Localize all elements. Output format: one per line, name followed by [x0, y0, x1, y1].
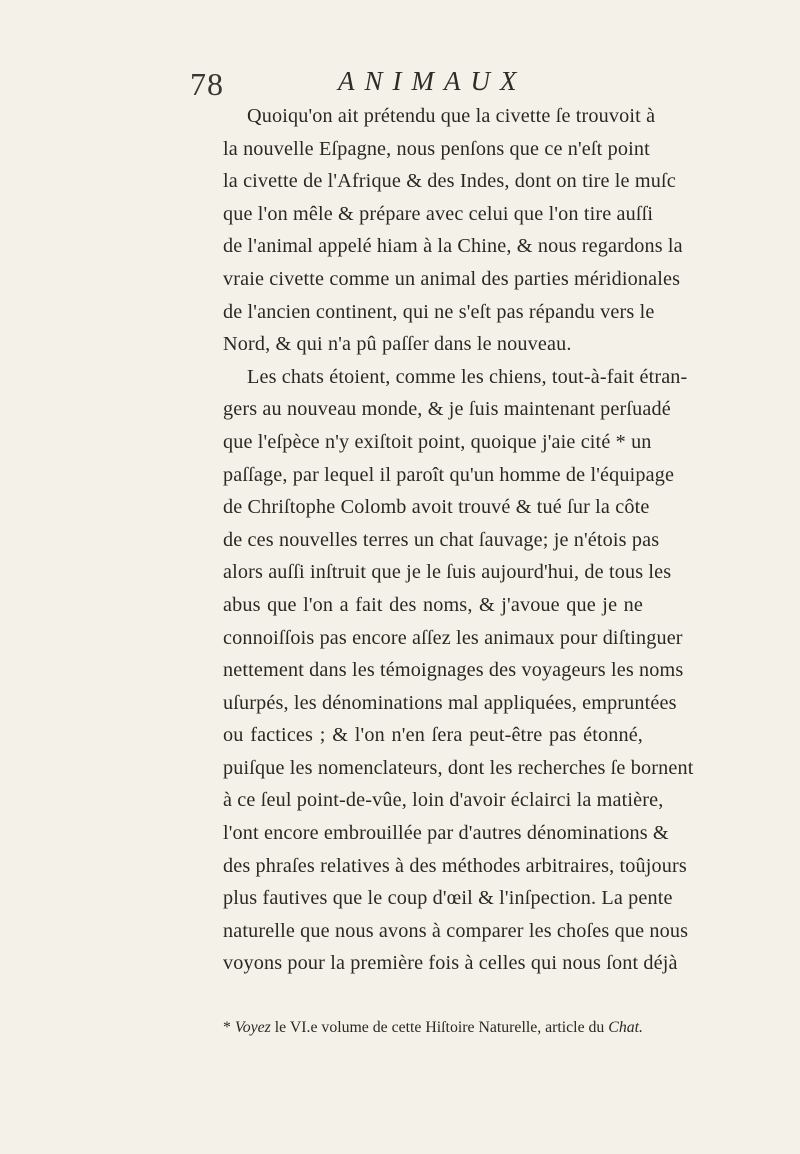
text-line: de l'animal appelé hiam à la Chine, & nous regardons la — [223, 235, 683, 258]
text-line: à ce ſeul point-de-vûe, loin d'avoir éclairci la matière, — [223, 789, 664, 812]
text-line: vraie civette comme un animal des parties méridionales — [223, 267, 681, 290]
text-line: voyons pour la première fois à celles qui nous ſont déjà — [223, 952, 678, 975]
footnote-marker: * — [223, 1019, 231, 1036]
text-line: nettement dans les témoignages des voyageurs les noms — [223, 659, 684, 682]
text-line: connoiſſois pas encore aſſez les animaux pour diſtinguer — [223, 626, 683, 649]
text-line: des phraſes relatives à des méthodes arbitraires, toûjours — [223, 854, 687, 877]
text-line: de l'ancien continent, qui ne s'eſt pas répandu vers le — [223, 300, 655, 323]
text-line: de Chriſtophe Colomb avoit trouvé & tué ſur la côte — [223, 496, 650, 519]
page-number: 78 — [190, 66, 224, 102]
text-line: que l'on mêle & prépare avec celui que l'on tire auſſi — [223, 202, 654, 225]
text-line: que l'eſpèce n'y exiſtoit point, quoique j'aie cité * un — [223, 430, 652, 453]
footnote-text: le VI.e volume de cette Hiſtoire Naturelle, article du — [274, 1019, 605, 1036]
text-line: de ces nouvelles terres un chat ſauvage; je n'étois pas — [223, 528, 660, 551]
text-line: puiſque les nomenclateurs, dont les recherches ſe bornent — [223, 756, 694, 779]
text-line: paſſage, par lequel il paroît qu'un homme de l'équipage — [223, 463, 675, 486]
text-line: Quoiqu'on ait prétendu que la civette ſe trouvoit à — [247, 105, 656, 127]
running-title: ANIMAUX — [338, 66, 527, 96]
text-line: plus fautives que le coup d'œil & l'inſpection. La pente — [223, 887, 673, 910]
text-line: uſurpés, les dénominations mal appliquées, empruntées — [223, 691, 677, 714]
footnote-voyez: Voyez — [234, 1019, 271, 1036]
text-line: alors auſſi inſtruit que je le ſuis aujourd'hui, de tous les — [223, 561, 672, 584]
text-line: ou factices ; & l'on n'en ſera peut-être pas étonné, — [223, 724, 643, 747]
text-line: la nouvelle Eſpagne, nous penſons que ce n'eſt point — [223, 137, 650, 160]
footnote — [223, 1018, 653, 1038]
text-line: abus que l'on a fait des noms, & j'avoue que je ne — [223, 593, 643, 616]
text-line: Nord, & qui n'a pû paſſer dans le nouveau. — [223, 333, 572, 356]
text-line: Les chats étoient, comme les chiens, tout-à-fait étran- — [247, 365, 688, 388]
text-line: naturelle que nous avons à comparer les choſes que nous — [223, 919, 689, 942]
footnote-chat: Chat. — [608, 1019, 643, 1036]
body-text — [223, 100, 694, 980]
text-line: la civette de l'Afrique & des Indes, dont on tire le muſc — [223, 170, 676, 193]
text-line: l'ont encore embrouillée par d'autres dénominations & — [223, 822, 669, 845]
text-line: gers au nouveau monde, & je ſuis maintenant perſuadé — [223, 398, 671, 421]
